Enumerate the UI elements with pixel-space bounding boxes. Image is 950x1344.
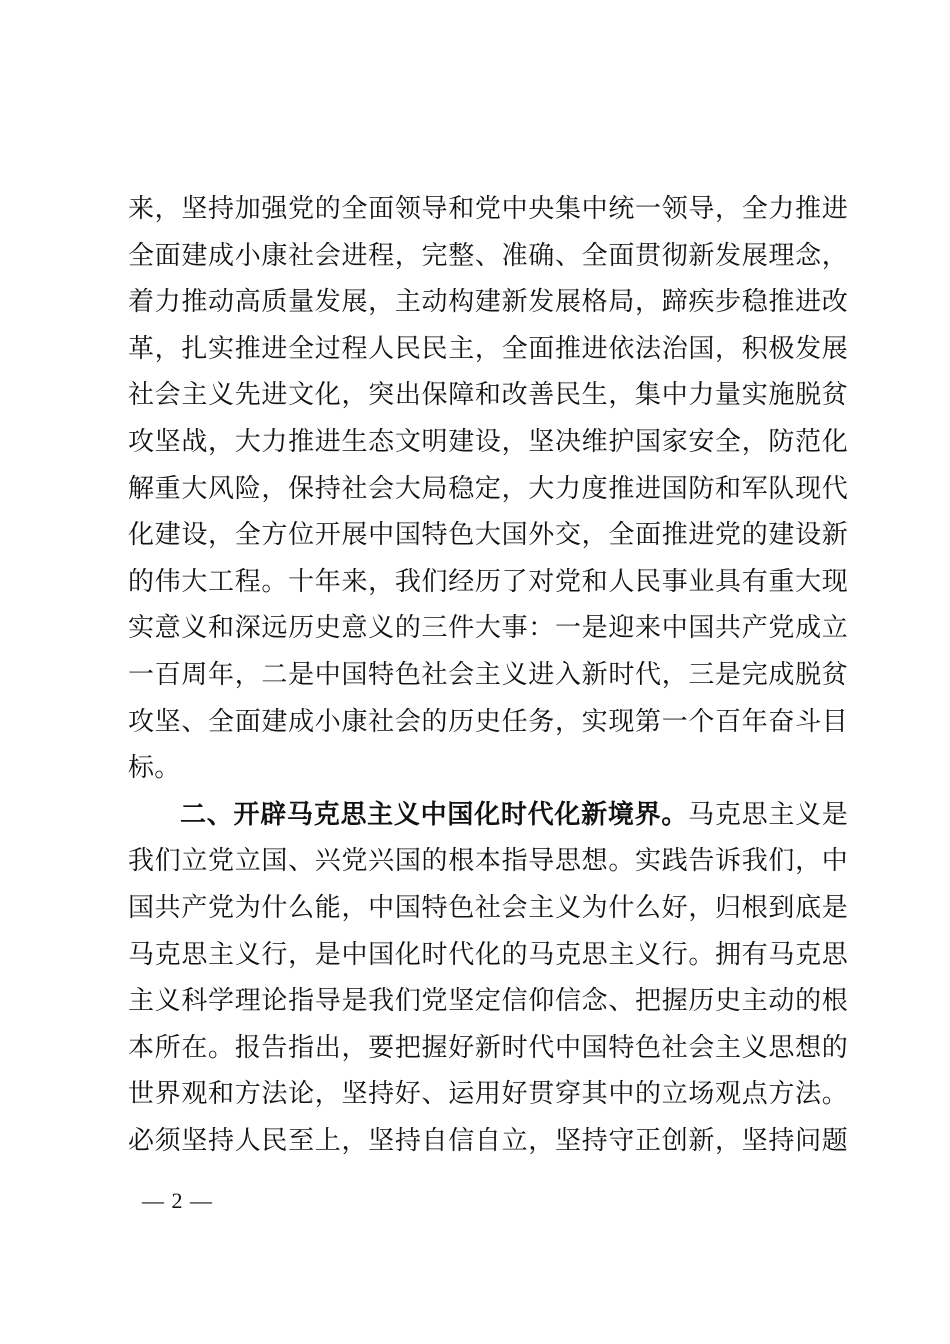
text-line: 实意义和深远历史意义的三件大事：一是迎来中国共产党成立: [128, 613, 848, 644]
text-line: 马克思主义行，是中国化时代化的马克思主义行。拥有马克思: [128, 939, 848, 970]
text-line: 化建设，全方位开展中国特色大国外交，全面推进党的建设新: [128, 520, 848, 551]
text-line: 解重大风险，保持社会大局稳定，大力度推进国防和军队现代: [128, 473, 848, 504]
page-number: — 2 —: [142, 1188, 213, 1213]
text-line: 本所在。报告指出，要把握好新时代中国特色社会主义思想的: [128, 1032, 848, 1063]
section-heading: 二、开辟马克思主义中国化时代化新境界。: [180, 799, 689, 830]
text-line: 社会主义先进文化，突出保障和改善民生，集中力量实施脱贫: [128, 380, 848, 411]
text-line: 全面建成小康社会进程，完整、准确、全面贯彻新发展理念，: [128, 240, 848, 271]
text-line: 标。: [128, 753, 181, 784]
text-line: 世界观和方法论，坚持好、运用好贯穿其中的立场观点方法。: [128, 1079, 848, 1110]
text-line: 一百周年，二是中国特色社会主义进入新时代，三是完成脱贫: [128, 659, 848, 690]
text-span: 马克思主义是: [688, 799, 848, 830]
text-line: 来，坚持加强党的全面领导和党中央集中统一领导，全力推进: [128, 194, 848, 224]
text-line: 主义科学理论指导是我们党坚定信仰信念、把握历史主动的根: [128, 986, 848, 1017]
text-line: 攻坚战，大力推进生态文明建设，坚决维护国家安全，防范化: [128, 426, 848, 457]
paragraph-1: [128, 186, 848, 792]
body-text: [128, 186, 848, 1164]
text-line: 攻坚、全面建成小康社会的历史任务，实现第一个百年奋斗目: [128, 706, 848, 737]
text-line: 着力推动高质量发展，主动构建新发展格局，蹄疾步稳推进改: [128, 287, 848, 318]
text-line: 国共产党为什么能，中国特色社会主义为什么好，归根到底是: [128, 892, 848, 923]
text-line: 我们立党立国、兴党兴国的根本指导思想。实践告诉我们，中: [128, 846, 848, 877]
paragraph-2: [128, 792, 848, 1165]
text-line: 革，扎实推进全过程人民民主，全面推进依法治国，积极发展: [128, 333, 848, 364]
text-line: 必须坚持人民至上，坚持自信自立，坚持守正创新，坚持问题: [128, 1125, 848, 1156]
text-line: 的伟大工程。十年来，我们经历了对党和人民事业具有重大现: [128, 566, 848, 597]
text-line: [128, 792, 848, 839]
